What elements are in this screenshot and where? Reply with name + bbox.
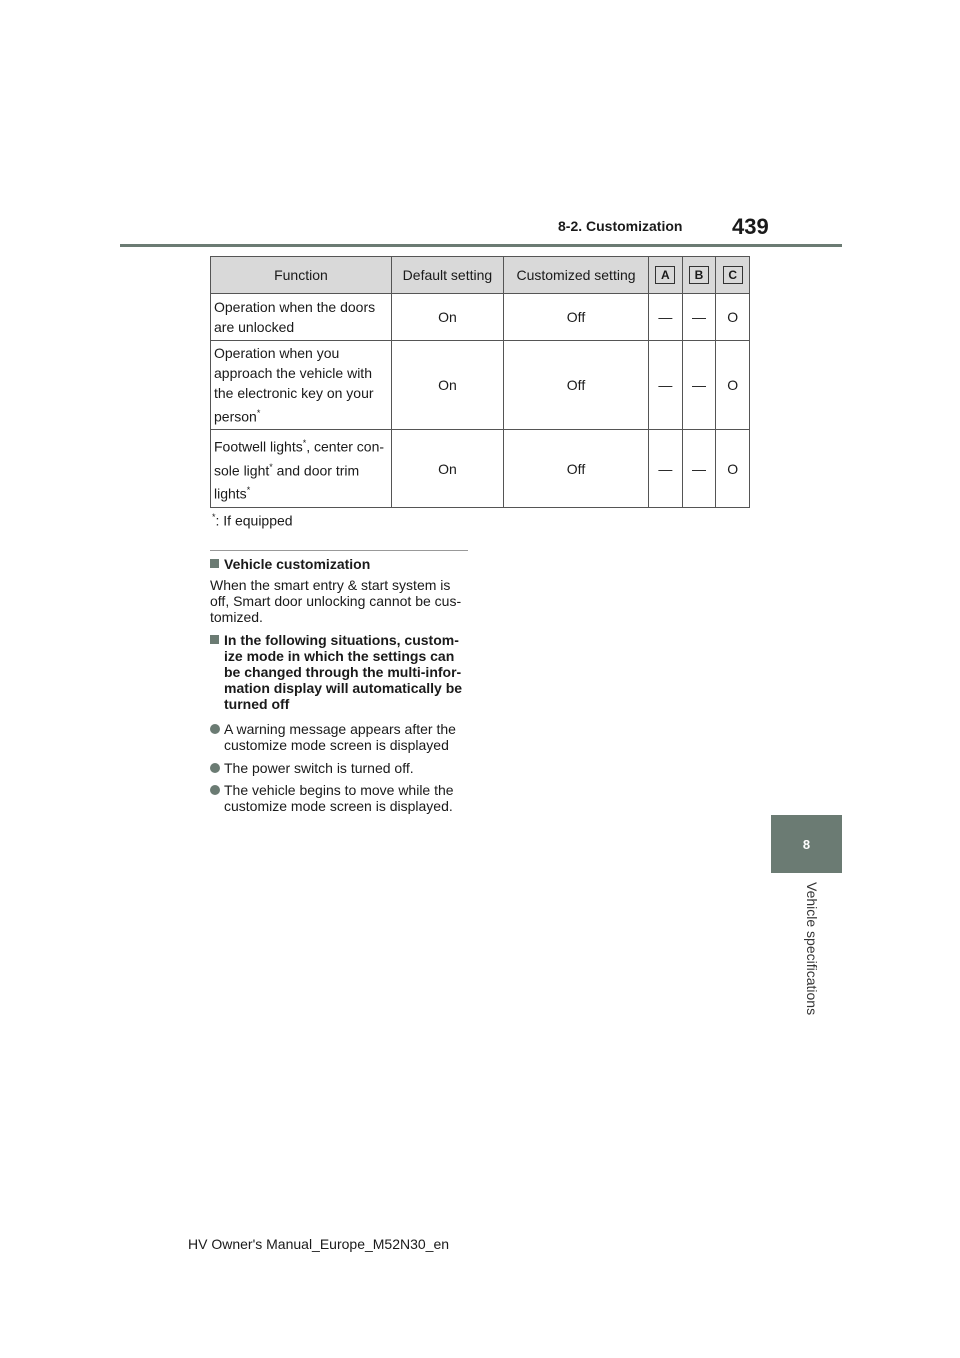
column-header-c bbox=[716, 257, 750, 294]
header-rule bbox=[120, 244, 842, 247]
chapter-label: Vehicle specifications bbox=[804, 882, 820, 1016]
situations-heading bbox=[210, 632, 472, 712]
heading-text: Vehicle customization bbox=[224, 556, 371, 572]
cell-default: On bbox=[391, 294, 503, 341]
cell-function bbox=[211, 430, 392, 508]
cell-customized: Off bbox=[503, 294, 648, 341]
circle-bullet-icon bbox=[210, 721, 224, 753]
footnote-mark: * bbox=[269, 461, 273, 472]
column-header-default: Default setting bbox=[391, 257, 503, 294]
section-title: 8-2. Customization bbox=[558, 218, 683, 234]
function-text: Footwell lights bbox=[214, 438, 303, 455]
cell-c: O bbox=[716, 341, 750, 430]
cell-c: O bbox=[716, 430, 750, 508]
cell-default: On bbox=[391, 341, 503, 430]
page-number: 439 bbox=[732, 214, 769, 239]
footnote-mark: * bbox=[212, 512, 216, 522]
list-item-text: The power switch is turned off. bbox=[224, 760, 414, 776]
table-row bbox=[211, 430, 750, 508]
table-row bbox=[211, 341, 750, 430]
cell-b: — bbox=[682, 430, 716, 508]
cell-b: — bbox=[682, 341, 716, 430]
column-header-b bbox=[682, 257, 716, 294]
cell-a: — bbox=[649, 294, 683, 341]
footnote-mark: * bbox=[246, 485, 251, 496]
function-text: , center con-sole light bbox=[214, 438, 385, 479]
column-header-a bbox=[649, 257, 683, 294]
list-item-text: A warning message appears after the customize mode screen is displayed bbox=[224, 721, 456, 753]
vehicle-customization-heading bbox=[210, 556, 472, 572]
circle-bullet-icon bbox=[210, 760, 224, 776]
function-text: and door trim lights bbox=[214, 462, 360, 502]
cell-a: — bbox=[649, 341, 683, 430]
vehicle-customization-text: When the smart entry & start system is off, Smart door unlocking cannot be cus-tomized. bbox=[210, 577, 462, 625]
square-bullet-icon bbox=[210, 559, 219, 568]
list-item bbox=[210, 760, 472, 776]
settings-table bbox=[210, 256, 750, 508]
footer-text: HV Owner's Manual_Europe_M52N30_en bbox=[188, 1236, 450, 1252]
column-header-function: Function bbox=[211, 257, 392, 294]
column-header-customized: Customized setting bbox=[503, 257, 648, 294]
footnote-mark: * bbox=[302, 438, 307, 449]
list-item-text: The vehicle begins to move while the customize mode screen is displayed. bbox=[224, 782, 454, 814]
table-row bbox=[211, 294, 750, 341]
chapter-tab: 8 bbox=[771, 815, 842, 873]
boxed-letter-c: C bbox=[723, 266, 743, 284]
cell-default: On bbox=[391, 430, 503, 508]
list-item bbox=[210, 721, 472, 753]
function-text: Operation when you approach the vehicle with the electronic key on your person bbox=[214, 345, 374, 425]
circle-bullet-icon bbox=[210, 782, 224, 814]
boxed-letter-b: B bbox=[689, 266, 709, 284]
list-item bbox=[210, 782, 472, 814]
cell-customized: Off bbox=[503, 341, 648, 430]
cell-function: Operation when the doors are unlocked bbox=[211, 294, 392, 341]
cell-customized: Off bbox=[503, 430, 648, 508]
footnote bbox=[212, 512, 293, 529]
heading-text: In the following situations, custom-ize mode in which the settings can be changed through the multi-infor-mation display will automatically be turned off bbox=[224, 632, 463, 712]
note-divider bbox=[210, 550, 468, 551]
footnote-text: : If equipped bbox=[215, 512, 293, 529]
footnote-mark: * bbox=[256, 408, 261, 419]
cell-c: O bbox=[716, 294, 750, 341]
cell-function bbox=[211, 341, 392, 430]
boxed-letter-a: A bbox=[655, 266, 675, 284]
square-bullet-icon bbox=[210, 632, 224, 712]
cell-b: — bbox=[682, 294, 716, 341]
table-header-row bbox=[211, 257, 750, 294]
cell-a: — bbox=[649, 430, 683, 508]
